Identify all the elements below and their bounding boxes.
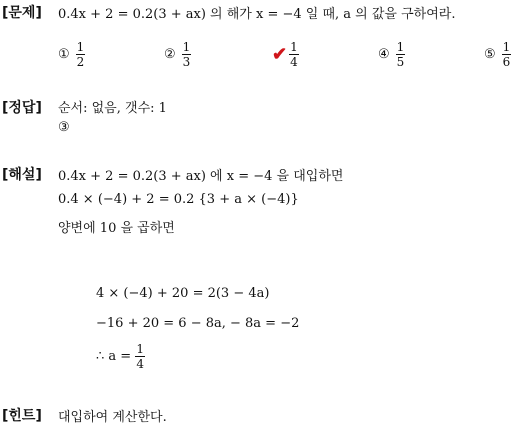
choice-3-fraction: $\frac{1}{4}$: [290, 40, 298, 69]
choice-2[interactable]: [164, 40, 191, 69]
solution-line-1: 0.4x + 2 = 0.2(3 + ax) 에 x = −4 을 대입하면: [58, 169, 344, 184]
solution-line-4: 4 × (−4) + 20 = 2(3 − 4a): [96, 286, 270, 301]
choice-3[interactable]: [272, 40, 299, 69]
choice-5-fraction: $\frac{1}{6}$: [502, 40, 511, 69]
hint-label: [힌트]: [2, 408, 42, 424]
checkmark-icon: ✔: [272, 44, 288, 65]
choice-2-mark: ②: [164, 47, 176, 62]
answer-label: [정답]: [2, 100, 42, 116]
solution-line-6: [96, 342, 145, 371]
solution-line-3: 양변에 10 을 곱하면: [58, 221, 175, 236]
choice-1-mark: ①: [58, 47, 70, 62]
choice-4-mark: ④: [378, 47, 390, 62]
choice-4[interactable]: [378, 40, 405, 69]
choice-4-fraction: $\frac{1}{5}$: [396, 40, 405, 69]
solution-line-2: 0.4 × (−4) + 2 = 0.2 {3 + a × (−4)}: [58, 192, 299, 207]
problem-text: 0.4x + 2 = 0.2(3 + ax) 의 해가 x = −4 일 때, a 의 값을 구하여라.: [58, 7, 456, 22]
answer-choice: ③: [58, 120, 70, 135]
choice-1-fraction: $\frac{1}{2}$: [76, 40, 85, 69]
choice-5-mark: ⑤: [484, 47, 496, 62]
hint-text: 대입하여 계산한다.: [58, 410, 167, 425]
choice-2-fraction: $\frac{1}{3}$: [182, 40, 191, 69]
problem-label: [문제]: [2, 5, 42, 21]
choice-1[interactable]: [58, 40, 85, 69]
answer-order-count: 순서: 없음, 갯수: 1: [58, 101, 167, 116]
solution-label: [해설]: [2, 167, 42, 183]
choice-5[interactable]: [484, 40, 511, 69]
therefore-prefix: ∴ a =: [96, 349, 132, 364]
result-fraction: $\frac{1}{4}$: [136, 342, 144, 371]
solution-line-5: −16 + 20 = 6 − 8a, − 8a = −2: [96, 316, 300, 331]
